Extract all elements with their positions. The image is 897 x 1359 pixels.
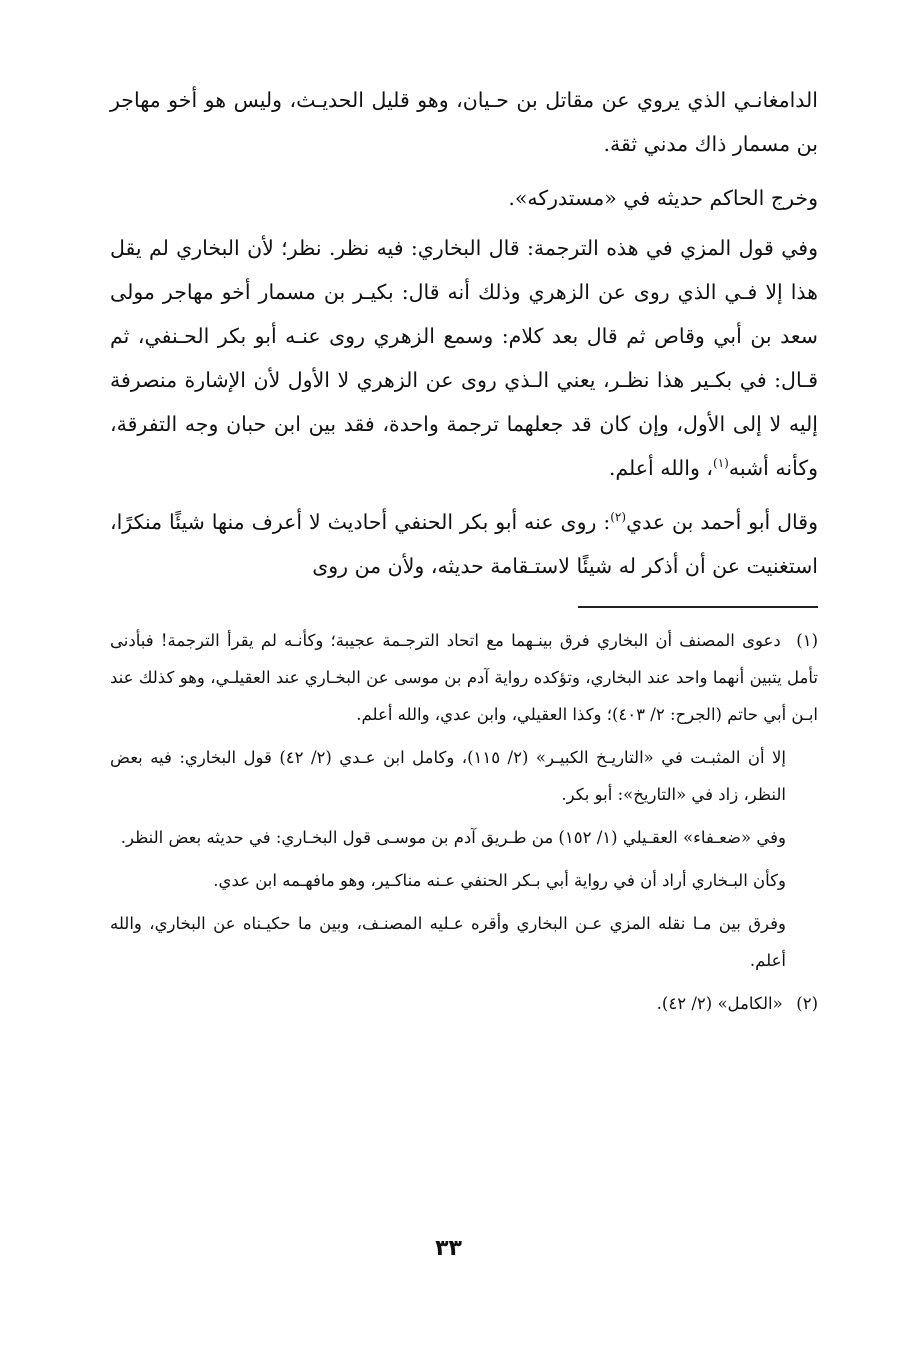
paragraph: وخرج الحاكم حديثه في «مستدركه». — [508, 186, 818, 210]
footnote-2-label: (٢) — [796, 994, 818, 1013]
footnote-1 — [110, 622, 818, 733]
paragraph-text: : روى عنه أبو بكر الحنفي أحاديث لا أعرف منها شيئًا منكرًا، استغنيت عن أن أذكر له شيئًا لاستـقامة حديثه، ولأن من روى — [110, 510, 818, 578]
page-number: ٣٣ — [435, 1236, 462, 1261]
footnote-1-label: (١) — [796, 631, 818, 650]
paragraph: الدامغانـي الذي يروي عن مقاتل بن حـيان، وهو قليل الحديـث، وليس هو أخو مهاجر بن مسمار ذاك مدني ثقة. — [110, 88, 818, 156]
footnote-ref-2[interactable]: (٢) — [610, 510, 627, 525]
footnote-paragraph: وفرق بين مـا نقله المزي عـن البخاري وأقره عـليه المصنـف، وبين ما حكيـناه عن البخاري، والله أعلم. — [110, 914, 786, 970]
footnote-paragraph: وفي «ضعـفاء» العقـيلي (١/ ١٥٢) من طـريق آدم بن موسـى قول البخـاري: في حديثه بعض النظر. — [120, 828, 786, 847]
footnote-paragraph: وكأن البـخاري أراد أن في رواية أبي بـكر الحنفي عـنه مناكـير، وهو مافهـمه ابن عدي. — [213, 871, 786, 890]
footnote-divider — [578, 606, 818, 608]
footnote-2 — [110, 985, 818, 1022]
paragraph-text: وفي قول المزي في هذه الترجمة: قال البخاري: فيه نظر. نظر؛ لأن البخاري لم يقل هذا إلا فـي الذي روى عن الزهري وذلك أنه قال: بكيـر بن مسمار أخو مهاجر مولى سعد بن أبي وقاص ثم قال بعد كلام: وسمع الزهري روى عنـه أبو بكر الحـنفي، ثم قـال: في بكـير هذا نظـر، يعني الـذي روى عن الزهري لا الأول لأن الإشارة منصرفة إليه لا إلى الأول، وإن كان قد جعلهما ترجمة واحدة، فقد بين ابن حبان وجه التفرقة، وكأنه أشبه — [110, 236, 818, 480]
page-content — [110, 78, 818, 1028]
footnote-paragraph: إلا أن المثبـت في «التاريـخ الكبيـر» (٢/ ١١٥)، وكامل ابن عـدي (٢/ ٤٢) قول البخاري: فيه بعض النظر، زاد في «التاريخ»: أبو بكر. — [110, 748, 786, 804]
paragraph-text: وقال أبو أحمد بن عدي — [626, 510, 819, 534]
paragraph-text: ، والله أعلم. — [608, 456, 713, 480]
footnote-text: دعوى المصنف أن البخاري فرق بينـهما مع اتحاد الترجـمة عجيبة؛ وكأنـه لم يقرأ الترجمة! فبأدنى تأمل يتبين أنهما واحد عند البخاري، وتؤكده رواية آدم بن موسى عن البخـاري عند العقيلـي، وهو كذلك عند ابـن أبي حاتم (الجرح: ٢/ ٤٠٣)؛ وكذا العقيلي، وابن عدي، والله أعلم. — [110, 631, 818, 724]
footnote-ref-1[interactable]: (١) — [713, 456, 729, 471]
main-text — [110, 78, 818, 588]
footnote-text: «الكامل» (٢/ ٤٢). — [656, 994, 783, 1013]
paragraph — [110, 500, 818, 588]
footnotes — [110, 622, 818, 1022]
paragraph — [110, 226, 818, 490]
